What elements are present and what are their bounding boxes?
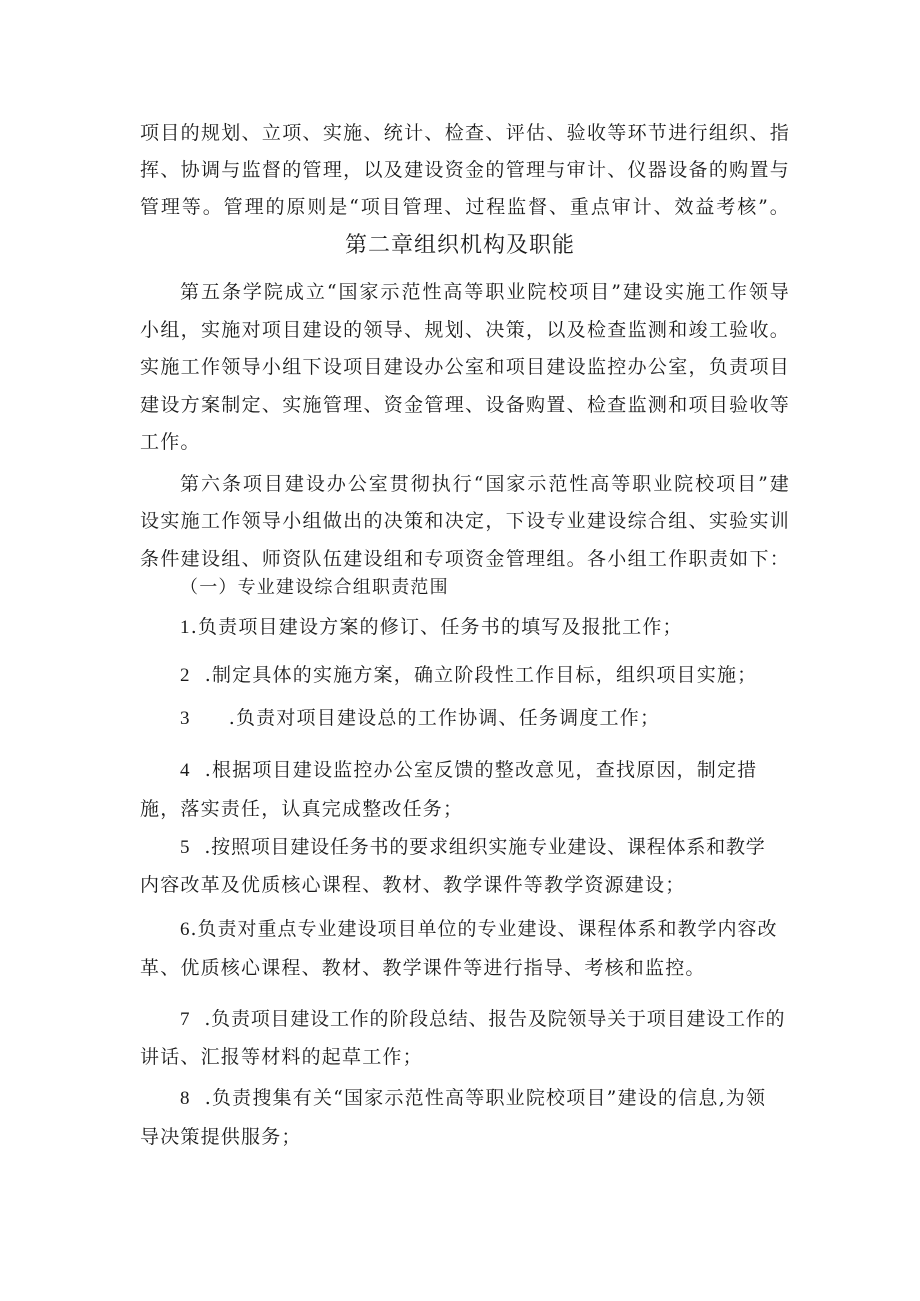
- intro-line-2: 挥、协调与监督的管理，以及建设资金的管理与审计、仪器设备的购置与: [140, 159, 790, 181]
- item-number: 8: [180, 1088, 191, 1109]
- article5-line-2: 小组，实施对项目建设的领导、规划、决策，以及检查监测和竣工验收。: [140, 319, 790, 341]
- list-item: [180, 1085, 790, 1112]
- article6-line-2: 设实施工作领导小组做出的决策和决定，下设专业建设综合组、实验实训: [140, 510, 790, 532]
- list-item: [180, 916, 780, 943]
- item-text: .负责项目建设工作的阶段总结、报告及院领导关于项目建设工作的: [204, 1008, 786, 1030]
- intro-line-1: 项目的规划、立项、实施、统计、检查、评估、验收等环节进行组织、指: [140, 122, 790, 144]
- article5-line-1: 第五条学院成立“国家示范性高等职业院校项目”建设实施工作领导: [180, 281, 790, 303]
- article5-line-5: 工作。: [140, 431, 201, 453]
- item-text: .负责对重点专业建设项目单位的专业建设、课程体系和教学内容改: [190, 918, 778, 940]
- item-text: .制定具体的实施方案，确立阶段性工作目标，组织项目实施；: [204, 664, 758, 686]
- item-number: 1: [180, 617, 191, 638]
- list-item: [180, 614, 700, 641]
- item-number: 5: [180, 837, 191, 858]
- article6-line-3: 条件建设组、师资队伍建设组和专项资金管理组。各小组工作职责如下：: [140, 548, 790, 570]
- list-item: [180, 662, 760, 689]
- list-item-continuation: 讲话、汇报等材料的起草工作；: [140, 1046, 423, 1068]
- list-item-continuation: 革、优质核心课程、教材、教学课件等进行指导、考核和监控。: [140, 957, 706, 979]
- item-text: .负责搜集有关“国家示范性高等职业院校项目”建设的信息,为领: [204, 1087, 767, 1109]
- item-text: .根据项目建设监控办公室反馈的整改意见，查找原因，制定措: [204, 759, 758, 781]
- list-item-continuation: 施，落实责任，认真完成整改任务；: [140, 798, 464, 820]
- item-text: .按照项目建设任务书的要求组织实施专业建设、课程体系和教学: [204, 836, 766, 858]
- item-number: 7: [180, 1009, 191, 1030]
- article5-line-4: 建设方案制定、实施管理、资金管理、设备购置、检查监测和项目验收等: [140, 394, 790, 416]
- list-item: [180, 757, 770, 784]
- article6-line-1: 第六条项目建设办公室贯彻执行“国家示范性高等职业院校项目”建: [180, 473, 790, 495]
- item-text: .负责对项目建设总的工作协调、任务调度工作；: [228, 707, 661, 729]
- item-number: 4: [180, 760, 191, 781]
- list-item: [180, 834, 770, 861]
- item-number: 2: [180, 665, 191, 686]
- chapter-title: 第二章组织机构及职能: [344, 233, 575, 258]
- list-item: [180, 705, 680, 732]
- item-number: 6: [180, 919, 191, 940]
- item-text: .负责项目建设方案的修订、任务书的填写及报批工作；: [190, 616, 683, 638]
- list-item: [180, 1006, 790, 1033]
- item-number: 3: [180, 708, 191, 729]
- list-item-continuation: 导决策提供服务；: [140, 1126, 302, 1148]
- list-item-continuation: 内容改革及优质核心课程、教材、教学课件等教学资源建设；: [140, 874, 686, 896]
- intro-line-3: 管理等。管理的原则是“项目管理、过程监督、重点审计、效益考核”。: [140, 196, 790, 218]
- section-1-title: （一）专业建设综合组职责范围: [180, 577, 449, 598]
- article5-line-3: 实施工作领导小组下设项目建设办公室和项目建设监控办公室，负责项目: [140, 356, 790, 378]
